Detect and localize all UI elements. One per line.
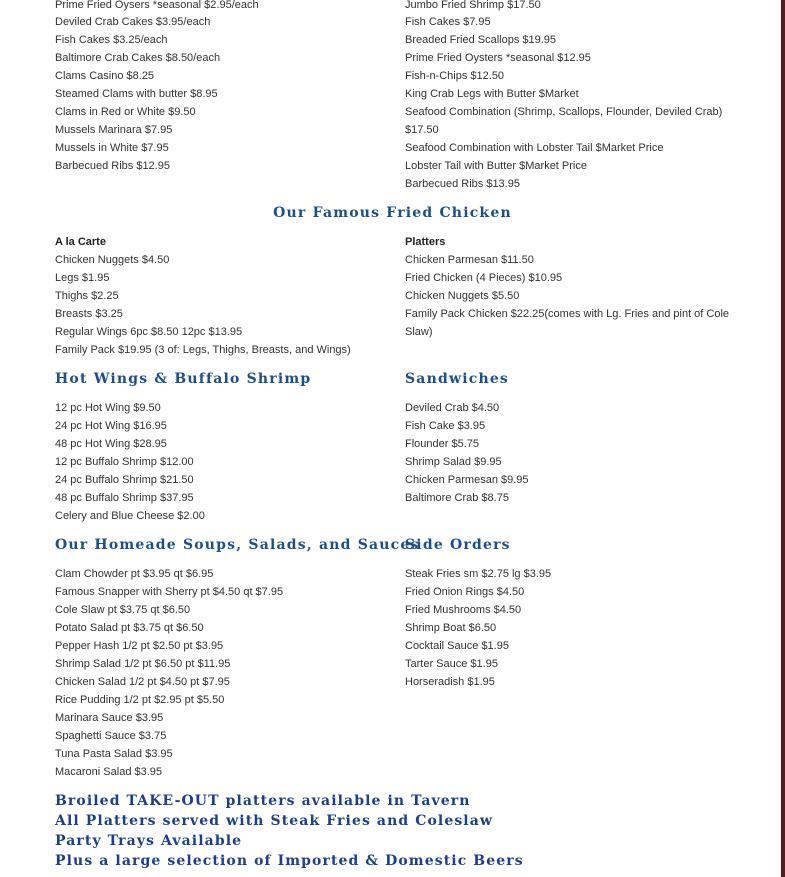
- menu-item: King Crab Legs with Butter $Market: [405, 88, 579, 100]
- section-heading-soups: Our Homeade Soups, Salads, and Sauces: [55, 537, 420, 553]
- menu-item: Breaded Fried Scallops $19.95: [405, 34, 557, 46]
- footer-line: All Platters served with Steak Fries and Coleslaw: [55, 813, 494, 829]
- menu-item: Shrimp Boat $6.50: [405, 622, 497, 634]
- section-heading-sides: Side Orders: [405, 537, 511, 553]
- menu-item: Seafood Combination with Lobster Tail $Market Price: [405, 142, 664, 154]
- menu-item: 24 pc Buffalo Shrimp $21.50: [55, 474, 194, 486]
- menu-item: Fried Onion Rings $4.50: [405, 586, 525, 598]
- menu-item: Potato Salad pt $3.75 qt $6.50: [55, 622, 204, 634]
- subheading-platters: Platters: [405, 236, 446, 248]
- menu-item: Breasts $3.25: [55, 308, 123, 320]
- menu-item: Fried Mushrooms $4.50: [405, 604, 522, 616]
- menu-item: Chicken Nuggets $4.50: [55, 254, 170, 266]
- menu-item: Family Pack Chicken $22.25(comes with Lg. Fries and pint of Cole Slaw): [405, 308, 730, 338]
- menu-item: Cole Slaw pt $3.75 qt $6.50: [55, 604, 191, 616]
- menu-item: Shrimp Salad 1/2 pt $6.50 pt $11.95: [55, 658, 231, 670]
- menu-item: Deviled Crab $4.50: [405, 402, 500, 414]
- menu-item: Clams Casino $8.25: [55, 70, 155, 82]
- menu-item: Tarter Sauce $1.95: [405, 658, 498, 670]
- menu-item: Fish Cakes $3.25/each: [55, 34, 168, 46]
- menu-item: Macaroni Salad $3.95: [55, 766, 163, 778]
- menu-item: 48 pc Hot Wing $28.95: [55, 438, 167, 450]
- menu-item: Fish Cake $3.95: [405, 420, 486, 432]
- menu-item: Legs $1.95: [55, 272, 110, 284]
- menu-item: Steak Fries sm $2.75 lg $3.95: [405, 568, 552, 580]
- menu-item: Flounder $5.75: [405, 438, 479, 450]
- menu-item: Celery and Blue Cheese $2.00: [55, 510, 205, 522]
- subheading-a-la-carte: A la Carte: [55, 236, 106, 248]
- menu-item: Steamed Clams with butter $8.95: [55, 88, 218, 100]
- menu-item: Chicken Parmesan $11.50: [405, 254, 534, 266]
- menu-item: Jumbo Fried Shrimp $17.50: [405, 0, 541, 11]
- section-heading-sandwiches: Sandwiches: [405, 371, 510, 387]
- menu-item: 24 pc Hot Wing $16.95: [55, 420, 167, 432]
- page-border: [781, 0, 785, 877]
- menu-item: Barbecued Ribs $13.95: [405, 178, 520, 190]
- menu-item: Fish Cakes $7.95: [405, 16, 491, 28]
- menu-item: Shrimp Salad $9.95: [405, 456, 502, 468]
- menu-item: Chicken Parmesan $9.95: [405, 474, 529, 486]
- menu-item: Regular Wings 6pc $8.50 12pc $13.95: [55, 326, 243, 338]
- menu-item: Chicken Salad 1/2 pt $4.50 pt $7.95: [55, 676, 230, 688]
- menu-item: Marinara Sauce $3.95: [55, 712, 164, 724]
- menu-item: 48 pc Buffalo Shrimp $37.95: [55, 492, 194, 504]
- menu-item: Mussels Marinara $7.95: [55, 124, 173, 136]
- menu-item: Clams in Red or White $9.50: [55, 106, 196, 118]
- menu-item: Prime Fried Oysers *seasonal $2.95/each: [55, 0, 259, 11]
- menu-item: Famous Snapper with Sherry pt $4.50 qt $7.95: [55, 586, 284, 598]
- menu-item: Horseradish $1.95: [405, 676, 495, 688]
- footer-line: Broiled TAKE-OUT platters available in Tavern: [55, 793, 471, 809]
- menu-item: 12 pc Hot Wing $9.50: [55, 402, 161, 414]
- section-heading-wings: Hot Wings & Buffalo Shrimp: [55, 371, 312, 387]
- menu-item: Mussels in White $7.95: [55, 142, 169, 154]
- menu-item: Fried Chicken (4 Pieces) $10.95: [405, 272, 563, 284]
- menu-item: Chicken Nuggets $5.50: [405, 290, 520, 302]
- menu-item: Barbecued Ribs $12.95: [55, 160, 170, 172]
- menu-item: Cocktail Sauce $1.95: [405, 640, 509, 652]
- menu-item: Baltimore Crab Cakes $8.50/each: [55, 52, 221, 64]
- menu-item: Lobster Tail with Butter $Market Price: [405, 160, 587, 172]
- menu-item: Fish-n-Chips $12.50: [405, 70, 505, 82]
- footer-line: Plus a large selection of Imported & Domestic Beers: [55, 853, 524, 869]
- footer-line: Party Trays Available: [55, 833, 243, 849]
- menu-item: Spaghetti Sauce $3.75: [55, 730, 167, 742]
- menu-item: Tuna Pasta Salad $3.95: [55, 748, 173, 760]
- menu-item: Pepper Hash 1/2 pt $2.50 pt $3.95: [55, 640, 224, 652]
- menu-item: Baltimore Crab $8.75: [405, 492, 509, 504]
- menu-item: Seafood Combination (Shrimp, Scallops, Flounder, Deviled Crab) $17.50: [405, 106, 723, 136]
- menu-item: Clam Chowder pt $3.95 qt $6.95: [55, 568, 214, 580]
- section-heading-chicken: Our Famous Fried Chicken: [273, 205, 512, 221]
- menu-item: Rice Pudding 1/2 pt $2.95 pt $5.50: [55, 694, 225, 706]
- menu-item: Prime Fried Oysters *seasonal $12.95: [405, 52, 591, 64]
- menu-item: Family Pack $19.95 (3 of: Legs, Thighs, Breasts, and Wings): [55, 344, 351, 356]
- menu-item: Thighs $2.25: [55, 290, 119, 302]
- menu-item: Deviled Crab Cakes $3.95/each: [55, 16, 211, 28]
- menu-item: 12 pc Buffalo Shrimp $12.00: [55, 456, 194, 468]
